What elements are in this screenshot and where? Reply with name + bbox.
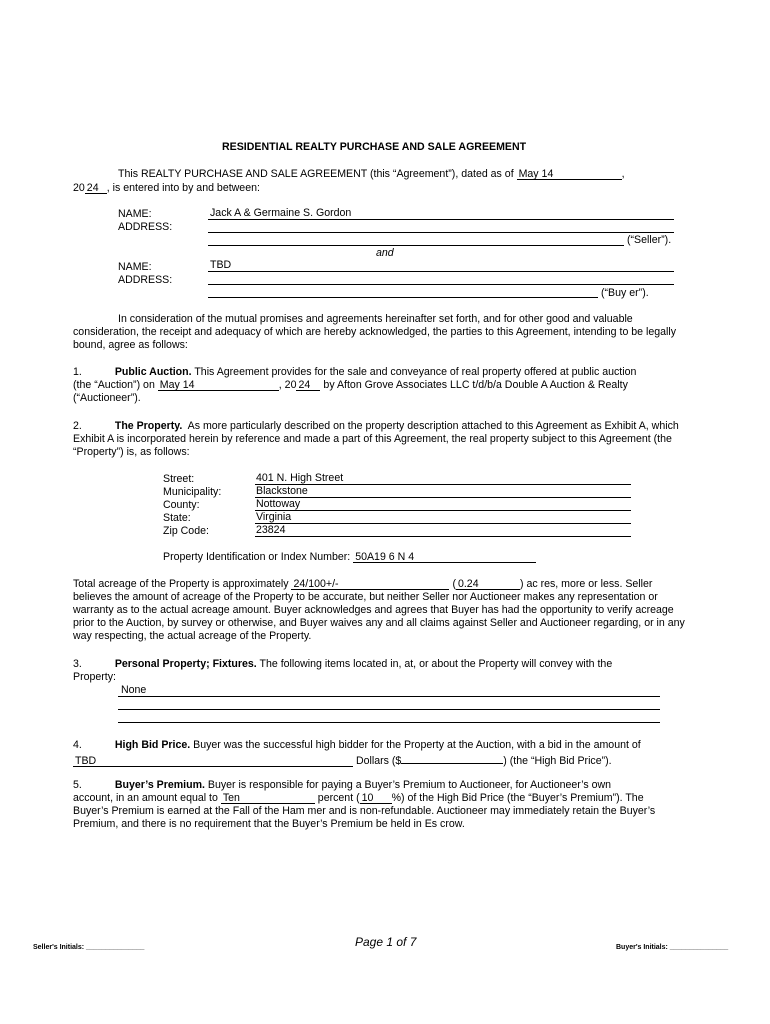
acreage-text: Total acreage of the Property is approximately [73, 578, 289, 590]
buyer-name-label: NAME: [118, 261, 152, 273]
section-5-text-b: account, in an amount equal to [73, 792, 218, 804]
section-1-text-e: (“Auctioneer”). [73, 392, 141, 404]
section-1-text: This Agreement provides for the sale and conveyance of real property offered at public auction [194, 366, 637, 378]
section-2-heading: The Property. [114, 420, 183, 432]
acreage-text-b: ) ac res, more or less. Seller [519, 578, 653, 590]
municipality-line[interactable] [255, 497, 631, 498]
auction-date-field[interactable] [158, 379, 279, 391]
section-5-text-c: percent ( [317, 792, 360, 804]
section-3-text: The following items located in, at, or about the Property will convey with the [259, 658, 613, 670]
buyer-role: (“Buy er”). [601, 287, 649, 299]
intro-comma: , [621, 168, 625, 180]
buyer-address-label: ADDRESS: [118, 274, 173, 286]
section-4-heading: High Bid Price. [114, 739, 191, 751]
county-line[interactable] [255, 510, 631, 511]
high-bid-amount-field[interactable] [401, 752, 503, 764]
pid-row [163, 551, 536, 564]
premium-percent-field[interactable] [360, 792, 392, 804]
section-1-text-c: , 20 [278, 379, 297, 391]
section-1-text-b: (the “Auction”) on [73, 379, 155, 391]
personal-property-line-2[interactable] [118, 709, 660, 710]
intro-line-2 [73, 182, 260, 195]
buyer-name-value: TBD [210, 259, 232, 271]
section-3-line-1 [73, 658, 612, 671]
section-2-text: As more particularly described on the property description attached to this Agreement as Exhibit A, which Exhibit A is incorporated herein by reference and made a part of this Agreement, the real property subject to this Agreement (the “Property”) is, as follows: [73, 420, 679, 458]
acreage-decimal-field[interactable] [456, 578, 520, 590]
personal-property-value: None [121, 684, 147, 696]
state-label: State: [163, 512, 191, 524]
section-1-number: 1. [73, 366, 82, 378]
section-5-heading: Buyer’s Premium. [114, 779, 205, 791]
pid-value: 50A19 6 N 4 [355, 551, 415, 563]
document-title: RESIDENTIAL REALTY PURCHASE AND SALE AGREEMENT [222, 141, 527, 153]
section-4-text-c: ) (the “High Bid Price”). [503, 755, 612, 767]
seller-name-line[interactable] [208, 219, 674, 220]
seller-initials[interactable]: Seller's Initials: _______________ [33, 944, 145, 951]
auction-year-value: 24 [298, 379, 311, 391]
seller-role: (“Seller”). [627, 234, 672, 246]
seller-name-value: Jack A & Germaine S. Gordon [210, 207, 352, 219]
section-4-number: 4. [73, 739, 82, 751]
buyer-initials[interactable]: Buyer's Initials: _______________ [616, 944, 729, 951]
section-5-paragraph: Buyer’s Premium is earned at the Fall of the Ham mer and is non-refundable. Auctioneer may immediately retain the Buyer’s Premium, and there is no requirement that the Buyer’s Premium be held in Es crow. [73, 805, 656, 830]
municipality-value: Blackstone [256, 485, 308, 497]
acreage-line-1 [73, 578, 652, 591]
premium-words-value: Ten [222, 792, 240, 804]
section-5-line-1 [73, 779, 611, 792]
personal-property-line-1[interactable] [118, 696, 660, 697]
zip-label: Zip Code: [163, 525, 209, 537]
buyer-address-line-2[interactable] [208, 297, 598, 298]
page-number: Page 1 of 7 [355, 935, 417, 949]
section-1-heading: Public Auction. [114, 366, 192, 378]
street-label: Street: [163, 473, 195, 485]
premium-words-field[interactable] [221, 792, 315, 804]
auctioneer-name: Afton Grove Associates LLC t/d/b/a Double A Auction & Realty [336, 379, 628, 391]
year-prefix: 20 [73, 182, 85, 194]
pid-label: Property Identification or Index Number: [163, 551, 351, 563]
buyer-address-line-1[interactable] [208, 284, 674, 285]
acreage-paren: ( [452, 578, 456, 590]
acreage-approx-field[interactable] [291, 578, 449, 590]
street-line[interactable] [255, 484, 631, 485]
state-line[interactable] [255, 523, 631, 524]
consideration-paragraph: In consideration of the mutual promises and agreements hereinafter set forth, and for other good and valuable consideration, the receipt and adequacy of which are hereby acknowledged, the parties to this Agreement, intending to be legally bound, agree as follows: [73, 313, 677, 351]
seller-address-label: ADDRESS: [118, 221, 173, 233]
acreage-approx-value: 24/100+/- [293, 578, 339, 590]
seller-address-line-2[interactable] [208, 245, 624, 246]
section-4-line-2 [73, 752, 612, 768]
section-2-paragraph [73, 420, 698, 459]
high-bid-value: TBD [75, 755, 97, 767]
zip-line[interactable] [255, 536, 631, 537]
agreement-date-field[interactable] [517, 168, 622, 180]
auction-date-value: May 14 [159, 379, 195, 391]
pid-field[interactable] [353, 551, 536, 563]
intro-text: This REALTY PURCHASE AND SALE AGREEMENT (this “Agreement”), dated as of [118, 168, 514, 180]
county-value: Nottoway [256, 498, 301, 510]
high-bid-words-field[interactable] [73, 755, 353, 767]
and-text: and [376, 247, 394, 259]
section-3-number: 3. [73, 658, 82, 670]
state-value: Virginia [256, 511, 292, 523]
county-label: County: [163, 499, 200, 511]
section-5-text-a: Buyer is responsible for paying a Buyer’s Premium to Auctioneer, for Auctioneer’s own [207, 779, 612, 791]
premium-percent-value: 10 [361, 792, 374, 804]
agreement-date-value: May 14 [518, 168, 554, 180]
section-5-line-2 [73, 792, 644, 805]
personal-property-line-3[interactable] [118, 722, 660, 723]
acreage-paragraph: believes the amount of acreage of the Property to be accurate, but neither Seller nor Auctioneer makes any representation or warranty as to the actual acreage amount. Buyer acknowledges and agrees that Buyer has had the opportunity to verify acreage prior to the Auction, by survey or otherwise, and Buyer waives any and all claims against Seller and Auctioneer regarding, or in any way respecting, the actual acreage of the Property. [73, 591, 685, 642]
section-4-text-b: Dollars ($ [355, 755, 402, 767]
section-2-number: 2. [73, 420, 82, 432]
intro-text-b: , is entered into by and between: [106, 182, 260, 194]
intro-line-1 [118, 168, 625, 181]
section-1-line-2 [73, 379, 628, 392]
section-4-text: Buyer was the successful high bidder for the Property at the Auction, with a bid in the amount of [193, 739, 641, 751]
street-value: 401 N. High Street [256, 472, 344, 484]
zip-value: 23824 [256, 524, 286, 536]
section-1-text-d: by [323, 379, 335, 391]
section-1-line-1 [73, 366, 636, 379]
seller-address-line-1[interactable] [208, 232, 674, 233]
section-3-heading: Personal Property; Fixtures. [114, 658, 257, 670]
buyer-name-line[interactable] [208, 271, 674, 272]
section-4-line-1 [73, 739, 641, 752]
auction-year-field[interactable] [296, 379, 320, 391]
section-5-number: 5. [73, 779, 82, 791]
section-5-text-d: %) of the High Bid Price (the “Buyer’s Premium”). The [391, 792, 644, 804]
seller-name-label: NAME: [118, 208, 152, 220]
section-3-text-b: Property: [73, 671, 116, 683]
acreage-decimal-value: 0.24 [457, 578, 479, 590]
municipality-label: Municipality: [163, 486, 222, 498]
agreement-year-field[interactable] [85, 182, 107, 194]
agreement-year-value: 24 [86, 182, 99, 194]
